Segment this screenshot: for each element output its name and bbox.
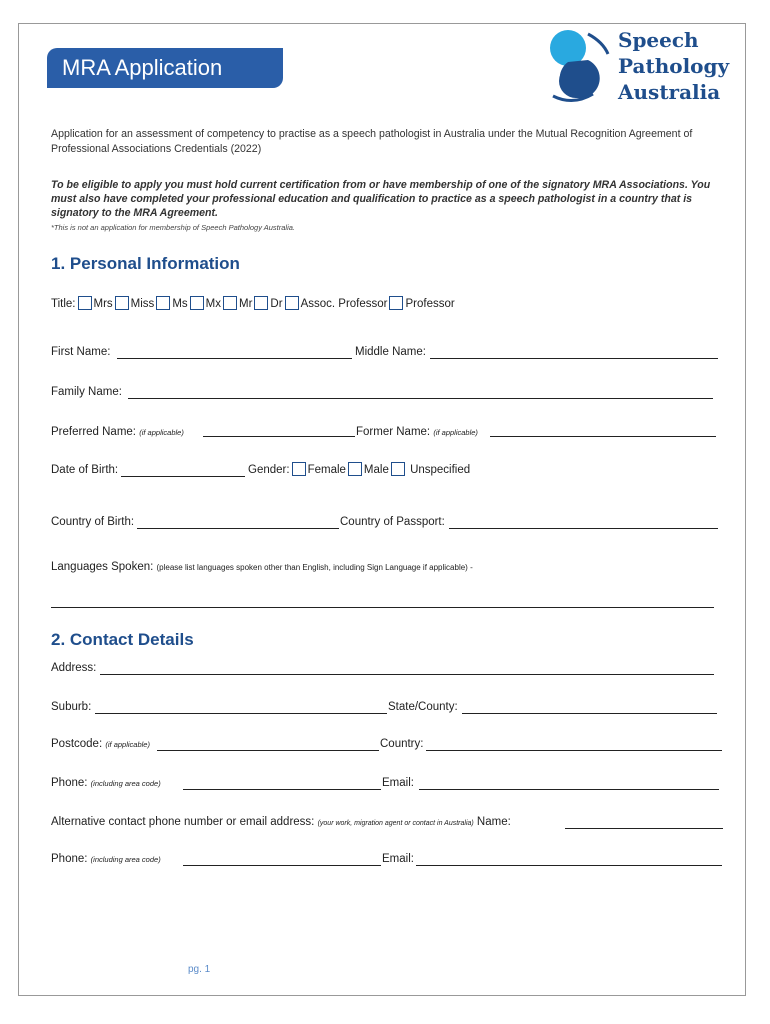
first-name-field[interactable] bbox=[117, 358, 352, 359]
email2-field[interactable] bbox=[416, 865, 722, 866]
country-passport-field[interactable] bbox=[449, 528, 718, 529]
gender-label: Gender: bbox=[248, 464, 290, 476]
country-field[interactable] bbox=[426, 750, 722, 751]
languages-field[interactable] bbox=[51, 607, 714, 608]
title-checkbox-ms[interactable] bbox=[156, 296, 170, 310]
title-checkbox-professor[interactable] bbox=[389, 296, 403, 310]
phone-row bbox=[51, 777, 161, 789]
title-option-miss: Miss bbox=[130, 298, 155, 310]
logo-text bbox=[618, 27, 729, 105]
gender-option-female: Female bbox=[307, 464, 346, 476]
section-personal-heading: 1. Personal Information bbox=[51, 254, 240, 273]
alt-name-label: Name: bbox=[476, 816, 511, 828]
alt-contact-row bbox=[51, 816, 511, 828]
state-label: State/County: bbox=[388, 701, 458, 713]
gender-option-male: Male bbox=[363, 464, 389, 476]
section-contact-heading: 2. Contact Details bbox=[51, 630, 194, 649]
title-checkbox-mx[interactable] bbox=[190, 296, 204, 310]
phone2-hint: (including area code) bbox=[90, 855, 161, 864]
gender-checkbox-female[interactable] bbox=[292, 462, 306, 476]
phone2-label: Phone: bbox=[51, 853, 88, 865]
eligibility-text: To be eligible to apply you must hold current certification from or have membership of one of the signatory MRA Associations. You must also have completed your professional education and qualification to practice as a speech pathologist in a country that is signatory to the MRA Agreement. bbox=[51, 179, 711, 219]
suburb-label: Suburb: bbox=[51, 701, 92, 713]
dob-field[interactable] bbox=[121, 476, 245, 477]
email-label: Email: bbox=[382, 777, 414, 789]
phone-hint: (including area code) bbox=[90, 779, 161, 788]
address-label: Address: bbox=[51, 662, 97, 674]
title-option-mr: Mr bbox=[239, 298, 253, 310]
alt-contact-label: Alternative contact phone number or email address: bbox=[51, 816, 315, 828]
phone2-row bbox=[51, 853, 161, 865]
title-option-assoc-professor: Assoc. Professor bbox=[300, 298, 388, 310]
intro-text: Application for an assessment of competency to practise as a speech pathologist in Australia under the Mutual Recognition Agreement of Professional Associations Credentials (2022) bbox=[51, 128, 693, 155]
membership-note: *This is not an application for membership of Speech Pathology Australia. bbox=[51, 223, 296, 232]
postcode-hint: (if applicable) bbox=[105, 740, 150, 749]
logo-line-3: Australia bbox=[618, 80, 721, 104]
family-name-field[interactable] bbox=[128, 398, 713, 399]
alt-name-field[interactable] bbox=[565, 828, 723, 829]
former-name-row bbox=[356, 426, 478, 438]
postcode-row bbox=[51, 738, 150, 750]
title-row bbox=[51, 296, 455, 310]
dob-label: Date of Birth: bbox=[51, 464, 119, 476]
postcode-field[interactable] bbox=[157, 750, 379, 751]
page-border bbox=[18, 23, 746, 996]
address-field[interactable] bbox=[100, 674, 714, 675]
page-number: pg. 1 bbox=[188, 964, 211, 975]
phone-field[interactable] bbox=[183, 789, 381, 790]
page-title: MRA Application bbox=[47, 48, 283, 88]
languages-label: Languages Spoken: bbox=[51, 561, 154, 573]
title-checkbox-mr[interactable] bbox=[223, 296, 237, 310]
family-name-label: Family Name: bbox=[51, 386, 122, 398]
title-option-dr: Dr bbox=[270, 298, 283, 310]
gender-row bbox=[248, 462, 470, 476]
former-name-label: Former Name: bbox=[356, 426, 431, 438]
gender-checkbox-unspecified[interactable] bbox=[391, 462, 405, 476]
logo-line-2: Pathology bbox=[618, 54, 730, 78]
phone-label: Phone: bbox=[51, 777, 88, 789]
title-label: Title: bbox=[51, 298, 76, 310]
title-checkbox-assoc-professor[interactable] bbox=[285, 296, 299, 310]
gender-checkbox-male[interactable] bbox=[348, 462, 362, 476]
languages-hint: (please list languages spoken other than English, including Sign Language if applicable) - bbox=[156, 563, 473, 572]
middle-name-label: Middle Name: bbox=[355, 346, 426, 358]
gender-option-unspecified: Unspecified bbox=[410, 464, 471, 476]
state-field[interactable] bbox=[462, 713, 717, 714]
former-name-hint: (if applicable) bbox=[433, 428, 478, 437]
title-checkbox-dr[interactable] bbox=[254, 296, 268, 310]
postcode-label: Postcode: bbox=[51, 738, 103, 750]
preferred-name-label: Preferred Name: bbox=[51, 426, 137, 438]
country-passport-label: Country of Passport: bbox=[340, 516, 445, 528]
first-name-label: First Name: bbox=[51, 346, 111, 358]
title-option-mrs: Mrs bbox=[93, 298, 113, 310]
country-label: Country: bbox=[380, 738, 424, 750]
title-option-mx: Mx bbox=[205, 298, 221, 310]
email-field[interactable] bbox=[419, 789, 719, 790]
email2-label: Email: bbox=[382, 853, 414, 865]
preferred-name-hint: (if applicable) bbox=[139, 428, 184, 437]
country-birth-label: Country of Birth: bbox=[51, 516, 135, 528]
languages-row bbox=[51, 561, 473, 573]
phone2-field[interactable] bbox=[183, 865, 381, 866]
former-name-field[interactable] bbox=[490, 436, 716, 437]
alt-contact-hint: (your work, migration agent or contact in Australia) bbox=[317, 820, 474, 827]
middle-name-field[interactable] bbox=[430, 358, 718, 359]
suburb-field[interactable] bbox=[95, 713, 387, 714]
preferred-name-row bbox=[51, 426, 184, 438]
title-checkbox-miss[interactable] bbox=[115, 296, 129, 310]
title-option-ms: Ms bbox=[172, 298, 188, 310]
title-checkbox-mrs[interactable] bbox=[78, 296, 92, 310]
title-option-professor: Professor bbox=[405, 298, 455, 310]
preferred-name-field[interactable] bbox=[203, 436, 355, 437]
logo-line-1: Speech bbox=[618, 28, 699, 52]
country-birth-field[interactable] bbox=[137, 528, 339, 529]
